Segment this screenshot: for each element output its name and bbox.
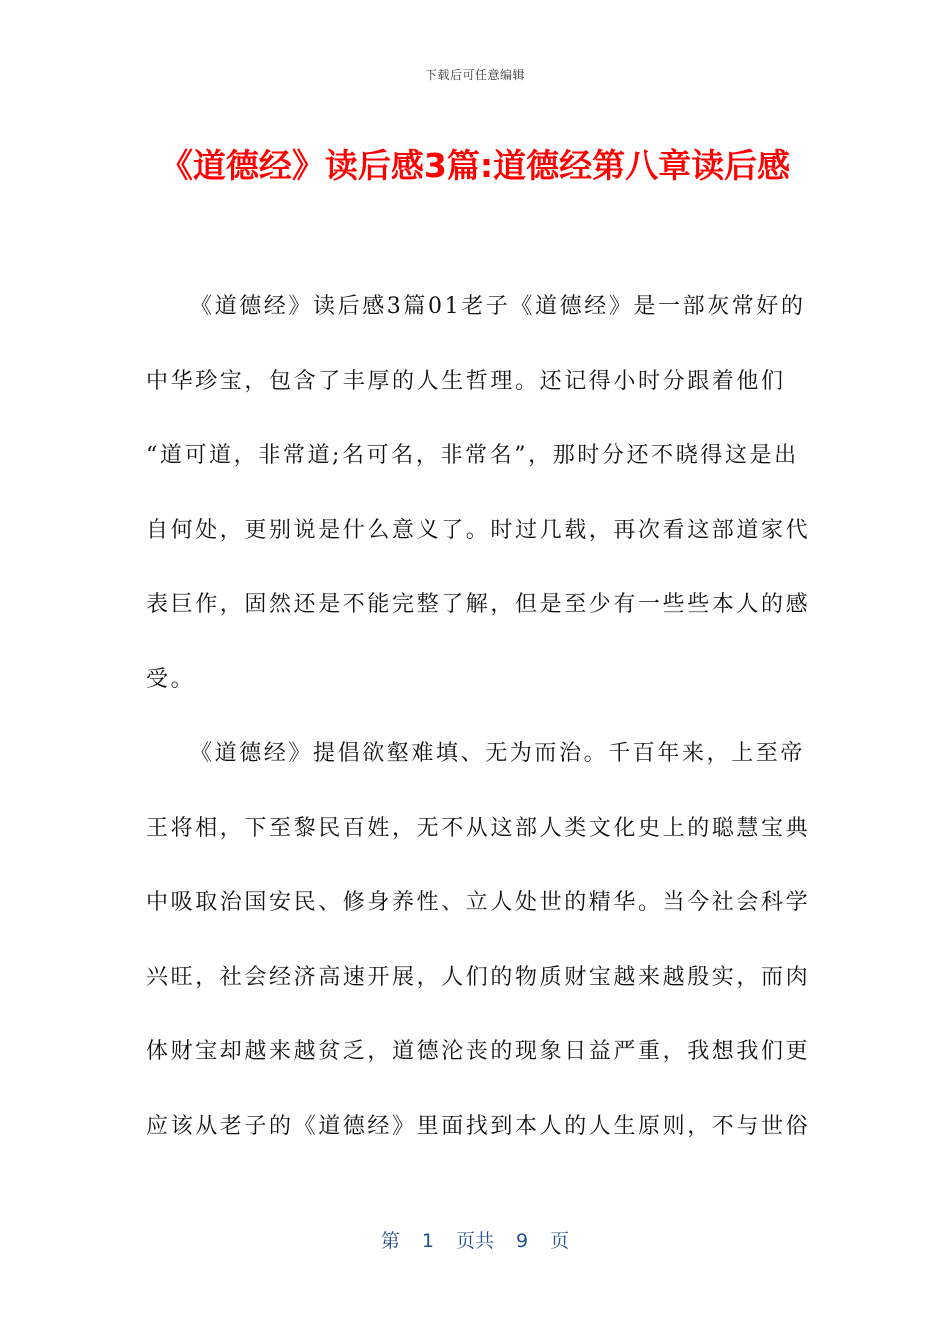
body-line: 应该从老子的《道德经》里面找到本人的人生原则，不与世俗 [146, 1113, 811, 1139]
total-pages: 9 [516, 1230, 529, 1252]
body-line: 兴旺，社会经济高速开展，人们的物质财宝越来越殷实，而肉 [146, 964, 811, 990]
body-line: 受。 [146, 666, 196, 692]
page-middle: 页共 [455, 1230, 494, 1252]
body-line: 体财宝却越来越贫乏，道德沦丧的现象日益严重，我想我们更 [146, 1039, 811, 1064]
body-line: 《道德经》读后感3篇01老子《道德经》是一部灰常好的 [190, 294, 806, 319]
body-line: 中华珍宝，包含了丰厚的人生哲理。还记得小时分跟着他们 [146, 368, 786, 394]
body-line: 《道德经》提倡欲壑难填、无为而治。千百年来，上至帝 [190, 741, 806, 766]
header-note: 下载后可任意编辑 [424, 68, 525, 82]
page-suffix: 页 [550, 1230, 570, 1252]
page-prefix: 第 [380, 1230, 400, 1252]
body-line: 中吸取治国安民、修身养性、立人处世的精华。当今社会科学 [146, 890, 811, 915]
body-line: 表巨作，固然还是不能完整了解，但是至少有一些些本人的感 [146, 592, 811, 617]
body-line: “道可道，非常道;名可名，非常名”，那时分还不晓得这是出 [146, 443, 799, 468]
page-number: 1 [421, 1230, 434, 1252]
document-title: 《道德经》读后感3篇:道德经第八章读后感 [159, 146, 791, 185]
body-line: 自何处，更别说是什么意义了。时过几载，再次看这部道家代 [146, 517, 811, 543]
page-footer [0, 1226, 950, 1253]
document-body [146, 270, 811, 1164]
body-line: 王将相，下至黎民百姓，无不从这部人类文化史上的聪慧宝典 [146, 815, 811, 841]
